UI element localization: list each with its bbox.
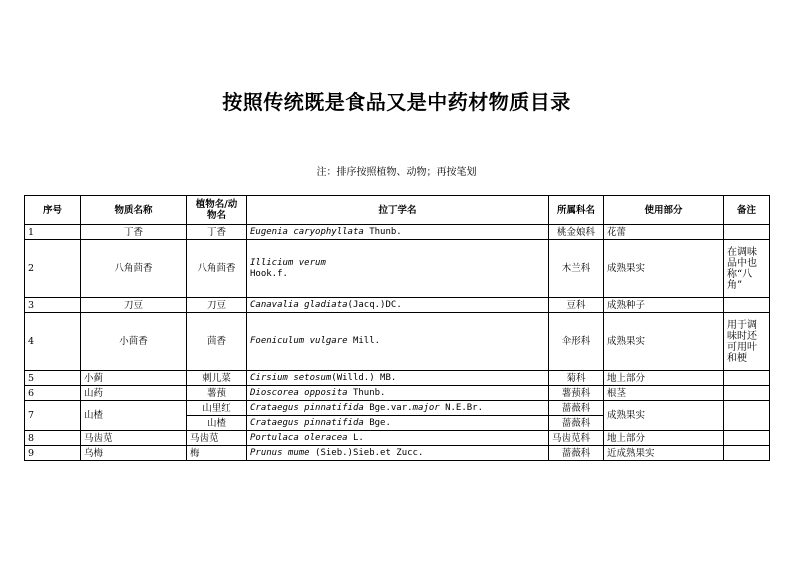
col-header-family: 所属科名 bbox=[549, 196, 604, 225]
remark-cell bbox=[724, 298, 770, 313]
col-header-name: 物质名称 bbox=[81, 196, 187, 225]
latin-cell: Prunus mume (Sieb.)Sieb.et Zucc. bbox=[247, 446, 549, 461]
latin-cell: Foeniculum vulgare Mill. bbox=[247, 313, 549, 371]
part-cell: 地上部分 bbox=[604, 431, 724, 446]
plant-cell: 丁香 bbox=[187, 225, 247, 240]
table-row bbox=[25, 313, 770, 371]
name-cell: 刀豆 bbox=[81, 298, 187, 313]
header-row bbox=[25, 196, 770, 225]
plant-cell: 刀豆 bbox=[187, 298, 247, 313]
plant-cell: 山里红 bbox=[187, 401, 247, 416]
latin-cell: Cirsium setosum(Willd.) MB. bbox=[247, 371, 549, 386]
family-cell: 薯蓣科 bbox=[549, 386, 604, 401]
remark-cell bbox=[724, 371, 770, 386]
plant-cell: 茴香 bbox=[187, 313, 247, 371]
part-cell: 花蕾 bbox=[604, 225, 724, 240]
name-cell: 八角茴香 bbox=[81, 240, 187, 298]
latin-cell: Dioscorea opposita Thunb. bbox=[247, 386, 549, 401]
table-row bbox=[25, 225, 770, 240]
seq-cell: 5 bbox=[25, 371, 81, 386]
latin-cell: Portulaca oleracea L. bbox=[247, 431, 549, 446]
table-row bbox=[25, 446, 770, 461]
table-row bbox=[25, 240, 770, 298]
family-cell: 木兰科 bbox=[549, 240, 604, 298]
remark-cell bbox=[724, 446, 770, 461]
plant-cell: 刺儿菜 bbox=[187, 371, 247, 386]
family-cell: 蔷薇科 bbox=[549, 401, 604, 416]
remark-cell bbox=[724, 431, 770, 446]
remark-cell bbox=[724, 386, 770, 401]
plant-cell: 梅 bbox=[187, 446, 247, 461]
family-cell: 马齿苋科 bbox=[549, 431, 604, 446]
remark-cell: 用于调味时还可用叶和梗 bbox=[724, 313, 770, 371]
name-cell: 乌梅 bbox=[81, 446, 187, 461]
latin-cell: Eugenia caryophyllata Thunb. bbox=[247, 225, 549, 240]
seq-cell: 2 bbox=[25, 240, 81, 298]
family-cell: 蔷薇科 bbox=[549, 416, 604, 431]
family-cell: 菊科 bbox=[549, 371, 604, 386]
table-row bbox=[25, 386, 770, 401]
family-cell: 伞形科 bbox=[549, 313, 604, 371]
seq-cell: 9 bbox=[25, 446, 81, 461]
seq-cell: 3 bbox=[25, 298, 81, 313]
table-row bbox=[25, 371, 770, 386]
part-cell: 成熟果实 bbox=[604, 240, 724, 298]
plant-cell: 山楂 bbox=[187, 416, 247, 431]
latin-cell: Canavalia gladiata(Jacq.)DC. bbox=[247, 298, 549, 313]
plant-cell: 薯蓣 bbox=[187, 386, 247, 401]
col-header-latin: 拉丁学名 bbox=[247, 196, 549, 225]
sort-note: 注：排序按照植物、动物；再按笔划 bbox=[316, 167, 477, 178]
seq-cell: 7 bbox=[25, 401, 81, 431]
seq-cell: 4 bbox=[25, 313, 81, 371]
catalog-table bbox=[24, 195, 770, 461]
page-title: 按照传统既是食品又是中药材物质目录 bbox=[222, 90, 571, 114]
name-cell: 小茴香 bbox=[81, 313, 187, 371]
part-cell: 根茎 bbox=[604, 386, 724, 401]
remark-cell bbox=[724, 401, 770, 431]
col-header-part: 使用部分 bbox=[604, 196, 724, 225]
part-cell: 成熟果实 bbox=[604, 313, 724, 371]
table-row bbox=[25, 298, 770, 313]
table-row bbox=[25, 401, 770, 416]
remark-cell bbox=[724, 225, 770, 240]
part-cell: 地上部分 bbox=[604, 371, 724, 386]
table-row bbox=[25, 431, 770, 446]
part-cell: 近成熟果实 bbox=[604, 446, 724, 461]
part-cell: 成熟果实 bbox=[604, 401, 724, 431]
latin-cell: Illicium verum Hook.f. bbox=[247, 240, 549, 298]
seq-cell: 1 bbox=[25, 225, 81, 240]
family-cell: 桃金娘科 bbox=[549, 225, 604, 240]
col-header-plant: 植物名/动 物名 bbox=[187, 196, 247, 225]
family-cell: 蔷薇科 bbox=[549, 446, 604, 461]
plant-cell: 马齿苋 bbox=[187, 431, 247, 446]
family-cell: 豆科 bbox=[549, 298, 604, 313]
name-cell: 山药 bbox=[81, 386, 187, 401]
col-header-remark: 备注 bbox=[724, 196, 770, 225]
part-cell: 成熟种子 bbox=[604, 298, 724, 313]
remark-cell: 在调味品中也称“八角” bbox=[724, 240, 770, 298]
latin-cell: Crataegus pinnatifida Bge. bbox=[247, 416, 549, 431]
name-cell: 小蓟 bbox=[81, 371, 187, 386]
seq-cell: 8 bbox=[25, 431, 81, 446]
name-cell: 马齿苋 bbox=[81, 431, 187, 446]
plant-cell: 八角茴香 bbox=[187, 240, 247, 298]
name-cell: 丁香 bbox=[81, 225, 187, 240]
name-cell: 山楂 bbox=[81, 401, 187, 431]
col-header-seq: 序号 bbox=[25, 196, 81, 225]
seq-cell: 6 bbox=[25, 386, 81, 401]
latin-cell: Crataegus pinnatifida Bge.var.major N.E.Br. bbox=[247, 401, 549, 416]
